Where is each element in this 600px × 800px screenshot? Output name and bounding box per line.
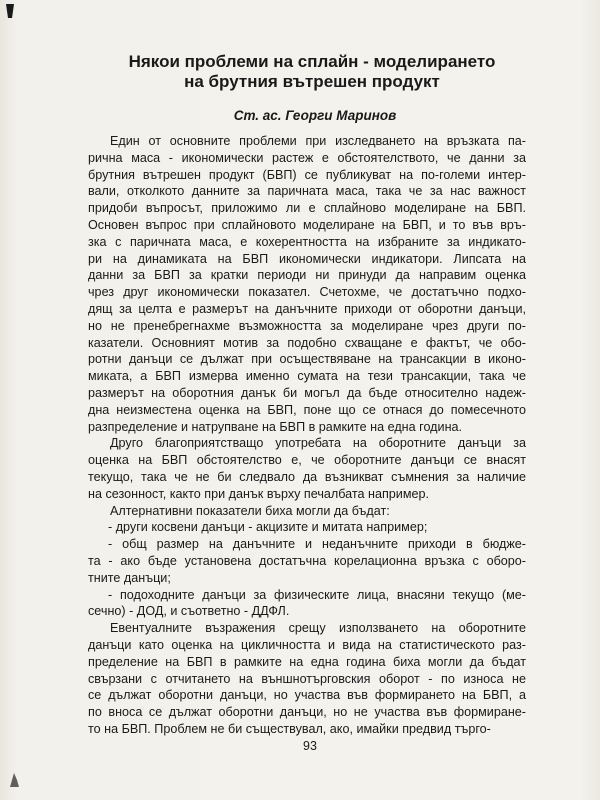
page-number-text: 93 [303,739,317,753]
paragraph [88,587,526,621]
text-line: дящ за целта е размерът на данъчните приходи от оборотни данъци, [88,301,526,316]
text-line: казатели. Основният мотив за подобно схващане е фактът, че обо- [88,335,526,350]
text-line: текущо, така че не би следвало да възникват съмнения за наличие [88,469,526,484]
text-line: тните данъци; [88,570,171,585]
text-line: на сезонност, както при данък върху печалбата например. [88,486,429,501]
text-line: то на БВП. Проблем не би съществувал, ако, имайки предвид търго- [88,721,491,736]
text-line: Един от основните проблеми при изследването на връзката па- [110,134,526,148]
text-line: размерът на оборотния данък би могъл да бъде относително надеж- [88,385,526,400]
text-line: дна неизместена оценка на БВП, поне що се отнася до помесечното [88,402,526,417]
paragraph [88,536,526,586]
text-line: рична маса - икономически растеж е обстоятелството, че данни за [88,150,526,165]
text-line: сечно) - ДОД, и съответно - ДДФЛ. [88,604,290,619]
text-line: - подоходните данъци за физическите лица, внасяни текущо (ме- [108,587,526,602]
paragraph [88,435,526,502]
text-line: зка с паричната маса, е кохерентността на избраните за индикато- [88,234,526,249]
text-line: чрез друг икономически показател. Счетохме, че достатъчно подхо- [88,285,526,300]
text-line: Алтернативни показатели биха могли да бъдат: [110,503,390,518]
text-line: придоби въпросът, приложимо ли е сплайново моделиране на БВП. [88,201,526,216]
text-line: та - ако бъде установена достатъчна корелационна връзка с оборо- [88,553,526,568]
corner-mark [6,4,14,18]
text-line: Евентуалните възражения срещу използването на оборотните [110,621,526,636]
title-line: на брутния вътрешен продукт [184,72,440,91]
text-line: се дължат оборотни данъци, но участва във формирането на БВП, а [88,688,526,703]
text-line: Друго благоприятстващо употребата на оборотните данъци за [110,436,526,451]
paragraph [88,519,526,536]
text-line: пределение на БВП в рамките на една година биха могли да бъдат [88,654,526,669]
text-line: данни за БВП за кратки периоди ни принуди да направим оценка [88,268,526,283]
text-line: брутния вътрешен продукт (БВП) се публикуват на по-големи интер- [88,167,526,182]
text-line: оценка на БВП обстоятелство е, че оборотните данъци се внасят [88,453,526,468]
text-line: Основен въпрос при сплайновото моделиране на БВП, и то във връ- [88,217,526,232]
title-line: Някои проблеми на сплайн - моделирането [128,52,496,71]
text-line: но не пренебрегнахме възможността за моделиране чрез други по- [88,318,526,333]
article-author [0,108,600,123]
text-line: вали, отколкото данните за паричната маса, така че за нас важност [88,184,526,199]
paragraph [88,503,526,520]
text-line: ри на динамиката на БВП икономически индикатори. Липсата на [88,251,526,266]
scan-artifact-mark [8,770,20,788]
text-line: по вноса се дължат оборотни данъци, но не участва във формиране- [88,705,526,720]
paragraph [88,620,526,738]
text-line: данъци като оценка на цикличността и вида на статистическото раз- [88,637,526,652]
text-line: разпределение и натрупване на БВП в рамките на една година. [88,419,463,434]
text-line: ротни данъци се дължат при осъществяване на трансакции в иконо- [88,352,526,367]
article-body [88,133,526,738]
paragraph [88,133,526,435]
text-line: - общ размер на данъчните и неданъчните приходи в бюдже- [108,537,526,552]
text-line: свързани с отчитането на външнотърговския оборот - по износа не [88,671,526,686]
article-title [0,52,600,92]
text-line: - други косвени данъци - акцизите и митата например; [108,520,428,535]
author-name: Ст. ас. Георги Маринов [233,108,397,123]
page-number [0,739,600,753]
text-line: миката, а БВП измерва именно сумата на тези трансакции, така че [88,369,526,384]
